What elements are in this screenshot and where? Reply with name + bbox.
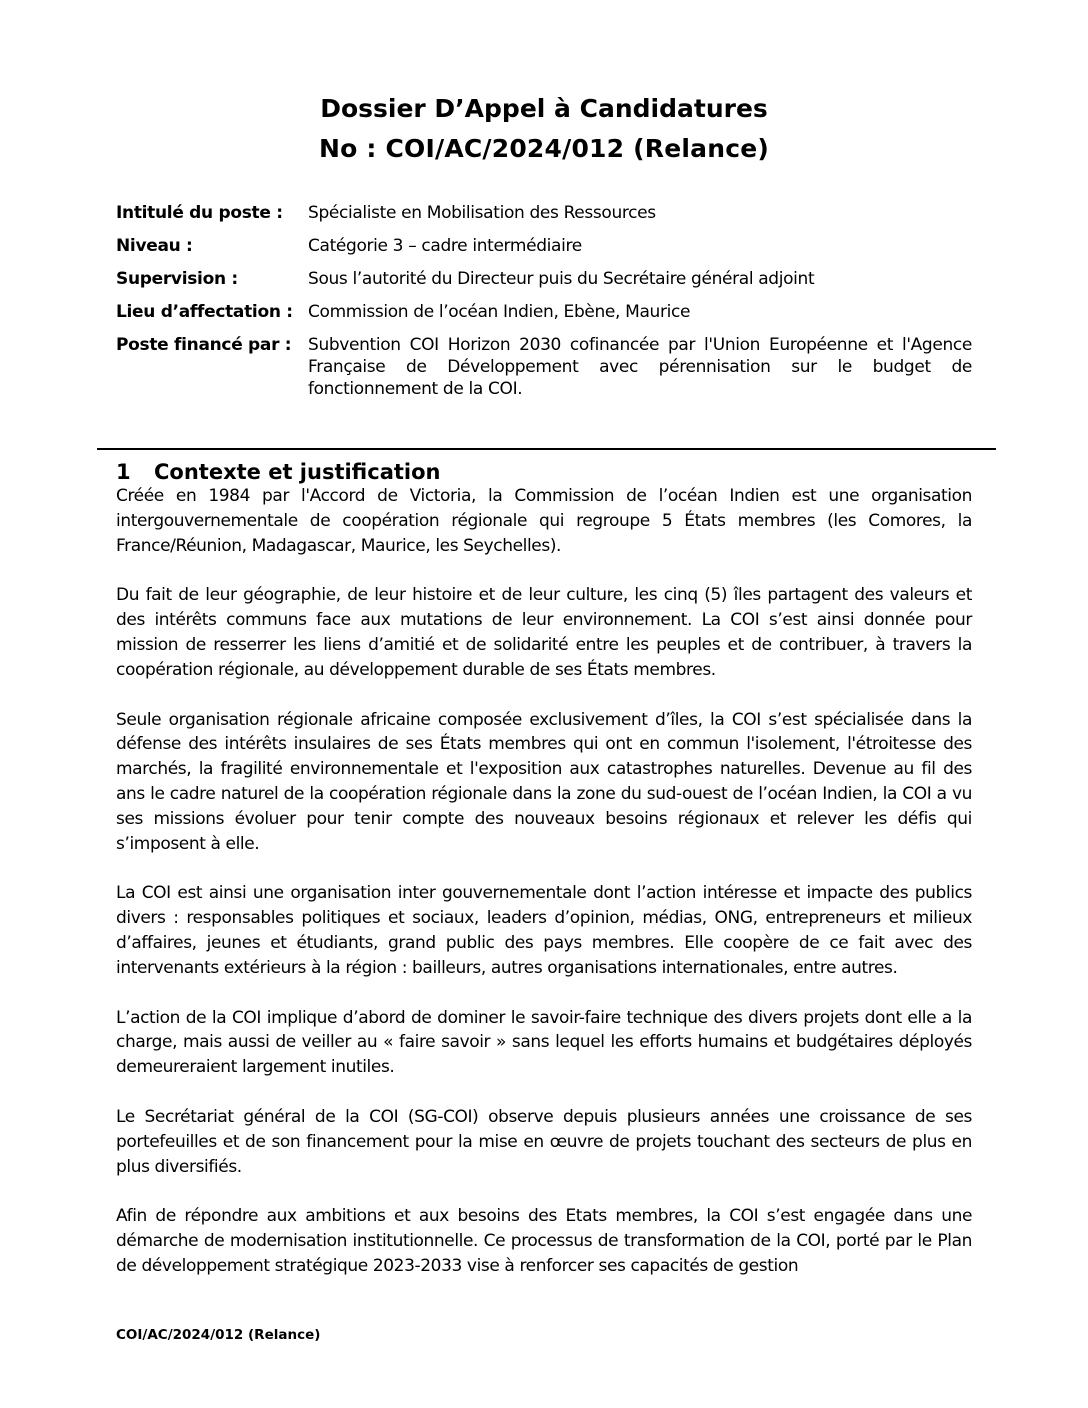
section-heading	[116, 458, 440, 486]
job-detail-value: Commission de l’océan Indien, Ebène, Maurice	[308, 302, 691, 322]
job-detail-value: Subvention COI Horizon 2030 cofinancée par l'Union Européenne et l'Agence Française de Développement avec pérennisation sur le budget de fonctionnement de la COI.	[308, 335, 972, 399]
job-detail-label: Intitulé du poste :	[116, 203, 283, 223]
job-detail-label: Niveau :	[116, 236, 193, 256]
job-details-table	[116, 202, 972, 411]
paragraph: Créée en 1984 par l'Accord de Victoria, la Commission de l’océan Indien est une organisation intergouvernementale de coopération régionale qui regroupe 5 États membres (les Comores, la France/Réunion, Madagascar, Maurice, les Seychelles).	[116, 486, 972, 556]
document-title: Dossier D’Appel à Candidatures	[320, 94, 768, 123]
paragraph: Afin de répondre aux ambitions et aux besoins des Etats membres, la COI s’est engagée dans une démarche de modernisation institutionnelle. Ce processus de transformation de la COI, porté par le Plan de développement stratégique 2023-2033 vise à renforcer ses capacités de gestion	[116, 1206, 972, 1276]
job-detail-row-location	[116, 301, 972, 323]
job-detail-value: Catégorie 3 – cadre intermédiaire	[308, 236, 582, 256]
document-reference-number: No : COI/AC/2024/012 (Relance)	[318, 134, 770, 163]
section-title: Contexte et justification	[154, 460, 441, 484]
page-footer: COI/AC/2024/012 (Relance)	[116, 1327, 321, 1343]
job-detail-value: Spécialiste en Mobilisation des Ressources	[308, 203, 656, 223]
job-detail-row-funding	[116, 334, 972, 400]
job-detail-row-title	[116, 202, 972, 224]
job-detail-label: Supervision :	[116, 269, 238, 289]
job-detail-label: Poste financé par :	[116, 335, 292, 355]
section-divider	[97, 448, 996, 450]
paragraph: Le Secrétariat général de la COI (SG-COI) observe depuis plusieurs années une croissance de ses portefeuilles et de son financement pour la mise en œuvre de projets touchant des secteurs de plus en plus diversifiés.	[116, 1106, 972, 1177]
job-detail-value: Sous l’autorité du Directeur puis du Secrétaire général adjoint	[308, 269, 815, 289]
job-detail-label: Lieu d’affectation :	[116, 302, 293, 322]
section-body	[116, 484, 972, 1304]
paragraph: Seule organisation régionale africaine composée exclusivement d’îles, la COI s’est spécialisée dans la défense des intérêts insulaires de ses États membres qui ont en commun l'isolement, l'étroitesse des marchés, la fragilité environnementale et l'exposition aux catastrophes naturelles. Devenue au fil des ans le cadre naturel de la coopération régionale dans la zone du sud-ouest de l’océan Indien, la COI a vu ses missions évoluer pour tenir compte des nouveaux besoins régionaux et relever les défis qui s’imposent à elle.	[116, 709, 972, 854]
paragraph: La COI est ainsi une organisation inter gouvernementale dont l’action intéresse et impacte des publics divers : responsables politiques et sociaux, leaders d’opinion, médias, ONG, entrepreneurs et milieux d’affaires, jeunes et étudiants, grand public des pays membres. Elle coopère de ce fait avec des intervenants extérieurs à la région : bailleurs, autres organisations internationales, entre autres.	[116, 883, 972, 978]
section-number: 1	[116, 460, 131, 484]
job-detail-row-supervision	[116, 268, 972, 290]
paragraph: Du fait de leur géographie, de leur histoire et de leur culture, les cinq (5) îles partagent des valeurs et des intérêts communs face aux mutations de leur environnement. La COI s’est ainsi donnée pour mission de resserrer les liens d’amitié et de solidarité entre les peuples et de contribuer, à travers la coopération régionale, au développement durable de ses États membres.	[116, 585, 972, 680]
job-detail-row-level	[116, 235, 972, 257]
paragraph: L’action de la COI implique d’abord de dominer le savoir-faire technique des divers projets dont elle a la charge, mais aussi de veiller au « faire savoir » sans lequel les efforts humains et budgétaires déployés demeureraient largement inutiles.	[116, 1007, 972, 1078]
